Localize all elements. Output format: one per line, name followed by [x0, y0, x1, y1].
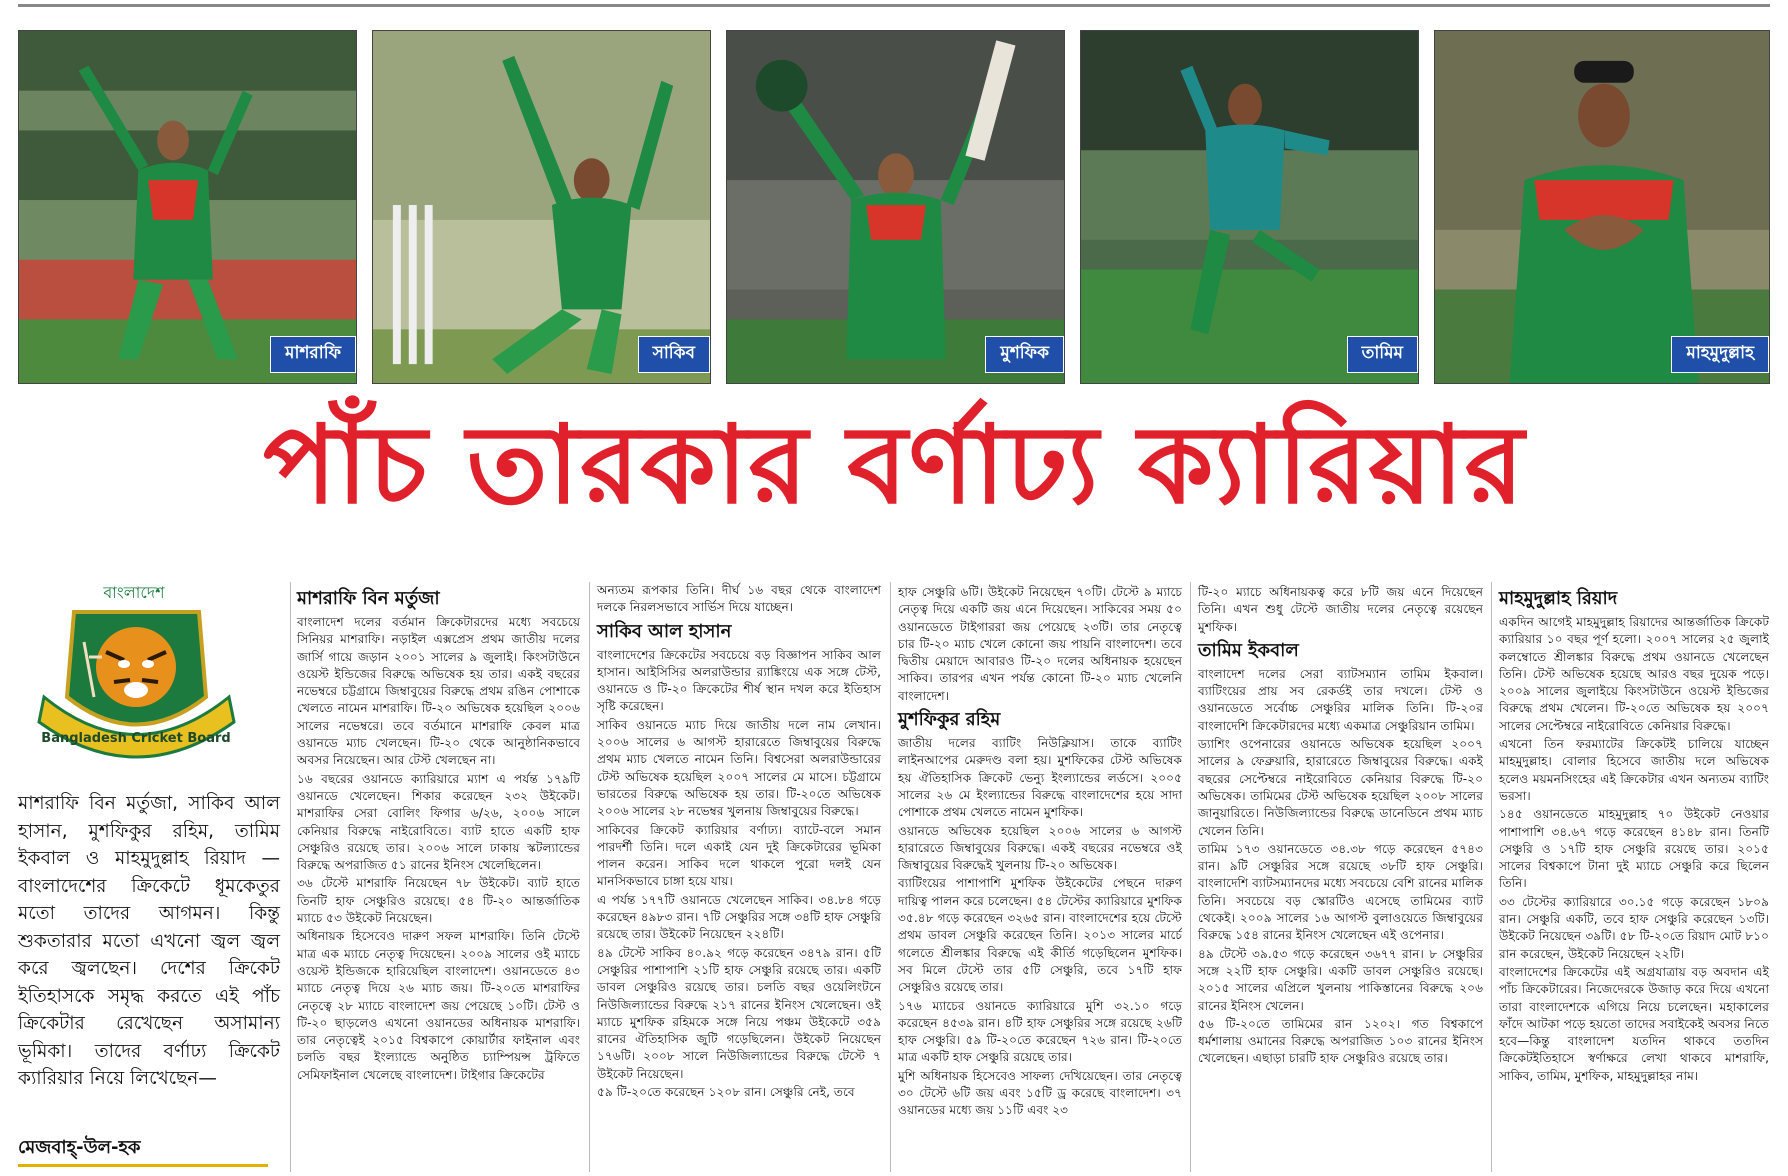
- paragraph: অধিনায়ক হিসেবেও দারুণ সফল মাশরাফি। তিনি টেস্টে মাত্র এক ম্যাচে নেতৃত্ব দিয়েছেন। ২০০৯ সালের ওই ম্যাচে ওয়েস্ট ইন্ডিজকে হারিয়েছিল বাংলাদেশ। ওয়ানডেতে ৪৩ ম্যাচে নেতৃত্ব দিয়ে ২৬ ম্যাচ জয়। টি-২০তে মাশরাফির নেতৃত্বে ২৮ ম্যাচে বাংলাদেশ জয় পেয়েছে ১০টি। টেস্ট ও টি-২০ ছাড়লেও এখনো ওয়ানডের অধিনায়ক মাশরাফি। তার নেতৃত্বেই ২০১৫ বিশ্বকাপে কোয়ার্টার ফাইনাল এবং চলতি বছর ইংল্যান্ডে অনুষ্ঠিত চ্যাম্পিয়ন্স ট্রফিতে সেমিফাইনাল খেলেছে বাংলাদেশ। টাইগার ক্রিকেটের: [297, 929, 580, 1082]
- photo-mashrafe-image: [19, 31, 356, 383]
- tiger-shield-icon: [34, 602, 239, 767]
- column-mashrafe: [297, 584, 580, 1085]
- photo-mahmudullah-image: [1435, 31, 1769, 383]
- column-shakib: [597, 582, 881, 1102]
- column-divider: [1491, 582, 1492, 1172]
- section-heading-mushfiq: মুশফিকুর রহিম: [898, 709, 1001, 731]
- caption-mushfiq: মুশফিক: [985, 336, 1064, 373]
- top-rule: [18, 4, 1770, 7]
- paragraph: টি-২০ ম্যাচে অধিনায়কত্ব করে ৮টি জয় এনে দিয়েছেন তিনি। এখন শুধু টেস্টে জাতীয় দলের নেতৃত্বে রয়েছেন মুশফিক।: [1198, 585, 1483, 634]
- photo-mashrafe: [18, 30, 357, 384]
- paragraph: ৩৩ টেস্টের ক্যারিয়ারে ৩০.১৫ গড়ে করেছেন ১৮০৯ রান। সেঞ্চুরি একটি, তবে হাফ সেঞ্চুরি করেছেন ১৩টি। উইকেট নিয়েছেন ৩৯টি। ৫৮ টি-২০তে রিয়াদ মোট ৮১০ রান করেছেন, উইকেট নিয়েছেন ২২টি।: [1499, 894, 1769, 961]
- photo-tamim: [1080, 30, 1419, 384]
- caption-shakib: সাকিব: [638, 336, 710, 373]
- paragraph: ড্যাশিং ওপেনারের ওয়ানডে অভিষেক হয়েছিল ২০০৭ সালের ৯ ফেব্রুয়ারি, হারারেতে জিম্বাবুয়ের বিরুদ্ধে। একই বছরের সেপ্টেম্বরে নাইরোবিতে কেনিয়ার বিরুদ্ধে টি-২০ অভিষেক। তামিমের টেস্ট অভিষেক হয়েছিল ২০০৮ সালের জানুয়ারিতে। নিউজিল্যান্ডের বিরুদ্ধে ডানেডিনে প্রথম ম্যাচ খেলেন তিনি।: [1198, 737, 1483, 838]
- paragraph: ৪৯ টেস্টে সাকিব ৪০.৯২ গড়ে করেছেন ৩৪৭৯ রান। ৫টি সেঞ্চুরির পাশাপাশি ২১টি হাফ সেঞ্চুরি রয়েছে তার। একটি ডাবল সেঞ্চুরিও রয়েছে তার। চলতি বছর ওয়েলিংটনে নিউজিল্যান্ডের বিরুদ্ধে ২১৭ রানের ইনিংস খেলেছেন। ওই ম্যাচে মুশফিক রহিমকে সঙ্গে নিয়ে পঞ্চম উইকেটে ৩৫৯ রানের ঐতিহাসিক জুটি গড়েছিলেন। উইকেট নিয়েছেন ১৭৬টি। ২০০৮ সালে নিউজিল্যান্ডের বিরুদ্ধে টেস্টে ৭ উইকেট নিয়েছেন।: [597, 945, 881, 1081]
- paragraph: ৫৯ টি-২০তে করেছেন ১২০৮ রান। সেঞ্চুরি নেই, তবে: [597, 1085, 855, 1100]
- paragraph: এখনো তিন ফরম্যাটের ক্রিকেটই চালিয়ে যাচ্ছেন মাহমুদুল্লাহ। বোলার হিসেবে জাতীয় দলে অভিষেক হলেও ময়মনসিংহের এই ক্রিকেটার এখন অন্যতম ব্যাটিং ভরসা।: [1499, 737, 1769, 803]
- column-divider: [890, 582, 891, 1172]
- column-mushfiq: [898, 584, 1182, 1121]
- photo-tamim-image: [1081, 31, 1418, 383]
- logo-ribbon-text: Bangladesh Cricket Board: [41, 731, 231, 746]
- section-heading-mashrafe: মাশরাফি বিন মর্তুজা: [297, 588, 440, 609]
- paragraph: মুশি অধিনায়ক হিসেবেও সাফল্য দেখিয়েছেন। তার নেতৃত্বে ৩০ টেস্টে ৬টি জয় এবং ১৫টি ড্র করেছে বাংলাদেশ। ৩৭ ওয়ানডের মধ্যে জয় ১১টি এবং ২৩: [898, 1068, 1182, 1118]
- paragraph: ওয়ানডে অভিষেক হয়েছিল ২০০৬ সালের ৬ আগস্ট হারারেতে জিম্বাবুয়ের বিরুদ্ধে। একই বছরের নভেম্বরে ওই জিম্বাবুয়ের বিরুদ্ধেই খুলনায় টি-২০ অভিষেক।: [898, 823, 1182, 873]
- section-heading-mahmudullah: মাহমুদুল্লাহ রিয়াদ: [1499, 588, 1618, 609]
- paragraph: ব্যাটিংয়ের পাশাপাশি মুশফিক উইকেটের পেছনে দারুণ দায়িত্ব পালন করে চলেছেন। ৫৪ টেস্টের ক্যারিয়ারে মুশফিক ৩৫.৪৮ গড়ে করেছেন ৩২৬৫ রান। বাংলাদেশের হয়ে টেস্টে প্রথম ডাবল সেঞ্চুরি করেছেন তিনি। ২০১৩ সালের মার্চে গলেতে শ্রীলঙ্কার বিরুদ্ধে এই কীর্তি গড়েছিলেন মুশফিক। সব মিলে টেস্টে তার ৫টি সেঞ্চুরি, তবে ১৭টি হাফ সেঞ্চুরিও রয়েছে তার।: [898, 876, 1182, 995]
- paragraph: ১৬ বছরের ওয়ানডে ক্যারিয়ারে ম্যাশ এ পর্যন্ত ১৭৯টি ওয়ানডে খেলেছেন। শিকার করেছেন ২৩২ উইকেট। মাশরাফির সেরা বোলিং ফিগার ৬/২৬, ২০০৬ সালে কেনিয়ার বিরুদ্ধে নাইরোবিতে। ব্যাট হাতে একটি হাফ সেঞ্চুরিও রয়েছে তার। ২০০৬ সালে ঢাকায় স্কটল্যান্ডের বিরুদ্ধে অপরাজিত ৫১ রানের ইনিংস খেলেছিলেন।: [297, 771, 580, 873]
- column-divider: [290, 582, 291, 1172]
- paragraph: অন্যতম রূপকার তিনি। দীর্ঘ ১৬ বছর থেকে বাংলাদেশ দলকে নিরলসভাবে সার্ভিস দিয়ে যাচ্ছেন।: [597, 583, 881, 615]
- paragraph: তামিম ১৭৩ ওয়ানডেতে ৩৪.৩৮ গড়ে করেছেন ৫৭৪৩ রান। ৯টি সেঞ্চুরির সঙ্গে রয়েছে ৩৮টি হাফ সেঞ্চুরি। বাংলাদেশি ব্যাটসম্যানদের মধ্যে সবচেয়ে বেশি রানের মালিক তিনি। সবচেয়ে বড় স্কোরটিও এসেছে তামিমের ব্যাট থেকেই। ২০০৯ সালের ১৬ আগস্ট বুলাওয়েতে জিম্বাবুয়ের বিরুদ্ধে ১৫৪ রানের ইনিংস খেলেছেন এই ওপেনার।: [1198, 841, 1483, 943]
- bcb-logo: [34, 580, 254, 765]
- headline: পাঁচ তারকার বর্ণাঢ্য ক্যারিয়ার: [263, 403, 1525, 528]
- logo-title: বাংলাদেশ: [103, 583, 165, 602]
- caption-tamim: তামিম: [1347, 336, 1418, 373]
- paragraph: ১৭৬ ম্যাচের ওয়ানডে ক্যারিয়ারে মুশি ৩২.১০ গড়ে করেছেন ৪৫৩৯ রান। ৪টি হাফ সেঞ্চুরির সঙ্গে রয়েছে ২৬টি হাফ সেঞ্চুরি। ৫৯ টি-২০তে করেছেন ৭২৬ রান। টি-২০তে মাত্র একটি হাফ সেঞ্চুরি রয়েছে তার।: [898, 998, 1182, 1065]
- paragraph: ৫৬ টি-২০তে তামিমের রান ১২০২। গত বিশ্বকাপে ধর্মশালায় ওমানের বিরুদ্ধে অপরাজিত ১০৩ রানের ইনিংস খেলেছেন। এছাড়া চারটি হাফ সেঞ্চুরিও রয়েছে তার।: [1198, 1016, 1483, 1066]
- column-mahmudullah: [1499, 584, 1769, 1086]
- paragraph: জাতীয় দলের ব্যাটিং নিউক্লিয়াস। তাকে ব্যাটিং লাইনআপের মেরুদণ্ড বলা হয়। মুশফিকের টেস্ট অভিষেক হয় ঐতিহাসিক ক্রিকেট ভেন্যু ইংল্যান্ডের লর্ডসে। ২০০৫ সালের ২৬ মে ইংল্যান্ডের বিরুদ্ধে বাংলাদেশের হয়ে সাদা পোশাকে প্রথম খেলতে নামেন মুশফিক।: [898, 736, 1182, 820]
- paragraph: সাকিবের ক্রিকেট ক্যারিয়ার বর্ণাঢ্য। ব্যাটে-বলে সমান পারদর্শী তিনি। দলে একাই যেন দুই ক্রিকেটারের ভূমিকা পালন করেন। সাকিব দলে থাকলে পুরো দলই যেন মানসিকভাবে চাঙ্গা হয়ে যায়।: [597, 822, 881, 889]
- paragraph: সাকিব ওয়ানডে ম্যাচ দিয়ে জাতীয় দলে নাম লেখান। ২০০৬ সালের ৬ আগস্ট হারারেতে জিম্বাবুয়ের বিরুদ্ধে প্রথম ম্যাচ খেলতে নামেন তিনি। বিশ্বসেরা অলরাউন্ডারের টেস্ট অভিষেক হয়েছিল ২০০৭ সালের মে মাসে। চট্টগ্রামে ভারতের বিরুদ্ধে অভিষেক হয় তার। টি-২০তে অভিষেক ২০০৬ সালের ২৮ নভেম্বর খুলনায় জিম্বাবুয়ের বিরুদ্ধে।: [597, 717, 881, 819]
- column-divider: [1190, 582, 1191, 1172]
- photo-strip: [18, 30, 1770, 384]
- photo-shakib-image: [373, 31, 710, 383]
- paragraph: এ পর্যন্ত ১৭৭টি ওয়ানডে খেলেছেন সাকিব। ৩৪.৮৪ গড়ে করেছেন ৪৯৮৩ রান। ৭টি সেঞ্চুরির সঙ্গে ৩৪টি হাফ সেঞ্চুরি রয়েছে তার। উইকেট নিয়েছেন ২২৪টি।: [597, 892, 881, 942]
- paragraph: ১৪৫ ওয়ানডেতে মাহমুদুল্লাহ ৭০ উইকেট নেওয়ার পাশাপাশি ৩৪.৬৭ গড়ে করেছেন ৪১৪৮ রান। তিনটি সেঞ্চুরি ও ১৭টি হাফ সেঞ্চুরি রয়েছে তার। ২০১৫ সালের বিশ্বকাপে টানা দুই ম্যাচে সেঞ্চুরি করে ছিলেন তিনি।: [1499, 807, 1769, 891]
- paragraph: বাংলাদেশ দলের সেরা ব্যাটসম্যান তামিম ইকবাল। ব্যাটিংয়ের প্রায় সব রেকর্ডই তার দখলে। টেস্ট ও ওয়ানডেতে সর্বোচ্চ সেঞ্চুরির মালিক তিনি। টি-২০র বাংলাদেশি ক্রিকেটারদের মধ্যে একমাত্র সেঞ্চুরিয়ান তামিম।: [1198, 666, 1483, 733]
- photo-mushfiq-image: [727, 31, 1064, 383]
- paragraph: ৪৯ টেস্টে ৩৯.৫৩ গড়ে করেছেন ৩৬৭৭ রান। ৮ সেঞ্চুরির সঙ্গে ২২টি হাফ সেঞ্চুরি। একটি ডাবল সেঞ্চুরিও রয়েছে। ২০১৫ সালের এপ্রিলে খুলনায় পাকিস্তানের বিরুদ্ধে ২০৬ রানের ইনিংস খেলেন।: [1198, 946, 1483, 1013]
- photo-mahmudullah: [1434, 30, 1770, 384]
- paragraph: ৩৬ টেস্টে মাশরাফি নিয়েছেন ৭৮ উইকেট। ব্যাট হাতে তিনটি হাফ সেঞ্চুরিও রয়েছে। ৫৪ টি-২০ আন্তর্জাতিক ম্যাচে ৫৩ উইকেট নিয়েছেন।: [297, 876, 580, 926]
- photo-shakib: [372, 30, 711, 384]
- section-heading-tamim: তামিম ইকবাল: [1198, 639, 1299, 661]
- paragraph: বাংলাদেশ দলের বর্তমান ক্রিকেটারদের মধ্যে সবচেয়ে সিনিয়র মাশরাফি। নড়াইল এক্সপ্রেস প্রথম জাতীয় দলের জার্সি গায়ে জড়ান ২০০১ সালের ৯ জুলাই। কিংসটাউনে ওয়েস্ট ইন্ডিজের বিরুদ্ধে অভিষেক হয় তার। একই বছরের নভেম্বরে চট্টগ্রামে জিম্বাবুয়ের বিরুদ্ধে প্রথম রঙিন পোশাকে খেলতে নামেন মাশরাফি। টি-২০ অভিষেক হয়েছিল ২০০৬ সালের নভেম্বরে। তবে বর্তমানে মাশরাফি কেবল মাত্র ওয়ানডে ম্যাচ খেলছেন। টি-২০ থেকে আনুষ্ঠানিকভাবে অবসর নিয়েছেন। আর টেস্ট খেলছেন না।: [297, 615, 580, 768]
- photo-mushfiq: [726, 30, 1065, 384]
- column-tamim: [1198, 584, 1483, 1069]
- byline: মেজবাহ্-উল-হক: [18, 1137, 141, 1158]
- intro-text: মাশরাফি বিন মর্তুজা, সাকিব আল হাসান, মুশফিকুর রহিম, তামিম ইকবাল ও মাহমুদুল্লাহ রিয়াদ —বাংলাদেশের ক্রিকেটে ধূমকেতুর মতো তাদের আগমন। কিন্তু শুকতারার মতো এখনো জ্বল জ্বল করে জ্বলছেন। দেশের ক্রিকেট ইতিহাসকে সমৃদ্ধ করতে এই পাঁচ ক্রিকেটার রেখেছেন অসামান্য ভূমিকা। তাদের বর্ণাঢ্য ক্রিকেট ক্যারিয়ার নিয়ে লিখেছেন—: [18, 793, 280, 1089]
- caption-mahmudullah: মাহমুদুল্লাহ: [1671, 336, 1769, 373]
- paragraph: হাফ সেঞ্চুরি ৬টি। উইকেট নিয়েছেন ৭০টি। টেস্টে ৯ ম্যাচে নেতৃত্ব দিয়ে একটি জয় এনে দিয়েছেন। সাকিবের সময় ৫০ ওয়ানডেতে টাইগাররা জয় পেয়েছে ২৩টি। তার নেতৃত্বে চার টি-২০ ম্যাচ খেলে কোনো জয় পায়নি বাংলাদেশ। তবে দ্বিতীয় মেয়াদে আবারও টি-২০ দলের অধিনায়ক হয়েছেন সাকিব। তারপর এখন পর্যন্ত কোনো টি-২০ ম্যাচ খেলেনি বাংলাদেশ।: [898, 585, 1182, 703]
- paragraph: বাংলাদেশের ক্রিকেটের সবচেয়ে বড় বিজ্ঞাপন সাকিব আল হাসান। আইসিসির অলরাউন্ডার র‌্যাঙ্কিংয়ে এক সঙ্গে টেস্ট, ওয়ানডে ও টি-২০ ক্রিকেটের শীর্ষ স্থান দখল করে ইতিহাস সৃষ্টি করেছেন।: [597, 647, 881, 714]
- byline-underline: [18, 1164, 268, 1167]
- caption-mashrafe: মাশরাফি: [270, 336, 356, 373]
- paragraph: বাংলাদেশের ক্রিকেটের এই অগ্রযাত্রায় বড় অবদান এই পাঁচ ক্রিকেটারের। নিজেদেরকে উজাড় করে দিয়ে এখনো তারা বাংলাদেশকে এগিয়ে নিয়ে চলেছেন। মহাকালের ফাঁদে আটকা পড়ে হয়তো তাদের সবাইকেই অবসর নিতে হবে—কিন্তু বাংলাদেশ যতদিন থাকবে ততদিন ক্রিকেটইতিহাসে স্বর্ণাক্ষরে লেখা থাকবে মাশরাফি, সাকিব, তামিম, মুশফিক, মাহমুদুল্লাহর নাম।: [1499, 964, 1769, 1083]
- column-divider: [589, 582, 590, 1172]
- paragraph: একদিন আগেই মাহমুদুল্লাহ রিয়াদের আন্তর্জাতিক ক্রিকেট ক্যারিয়ার ১০ বছর পূর্ণ হলো। ২০০৭ সালের ২৫ জুলাই কলম্বোতে শ্রীলঙ্কার বিরুদ্ধে প্রথম ওয়ানডে খেলেছেন তিনি। টেস্ট অভিষেক হয়েছে আরও বছর দুয়েক পড়ে। ২০০৯ সালের জুলাইয়ে কিংসটাউনে ওয়েস্ট ইন্ডিজের বিরুদ্ধে প্রথম খেলেন। টি-২০তে অভিষেক হয় ২০০৭ সালের সেপ্টেম্বরে নাইরোবিতে কেনিয়ার বিরুদ্ধে।: [1499, 615, 1769, 733]
- section-heading-shakib: সাকিব আল হাসান: [597, 620, 732, 642]
